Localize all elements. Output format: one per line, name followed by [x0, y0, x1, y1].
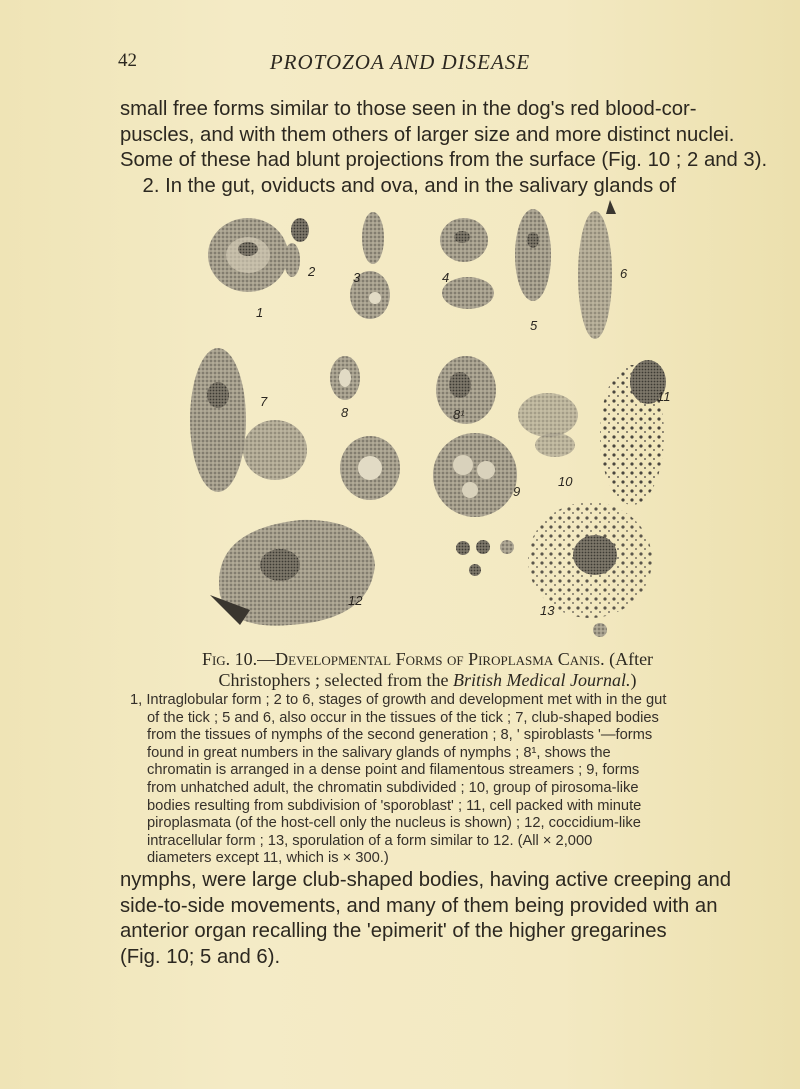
- legend-line: from the tissues of nymphs of the second generation ; 8, ' spiroblasts '—forms: [147, 727, 653, 744]
- form-2-cell: [284, 218, 309, 277]
- legend-line: 1, Intraglobular form ; 2 to 6, stages of growth and development met with in the gut: [130, 692, 667, 708]
- legend-line: of the tick ; 5 and 6, also occur in the tissues of the tick ; 7, club-shaped bodies: [147, 709, 659, 726]
- fig-label-8-1: 8¹: [453, 407, 465, 422]
- top-paragraph: [120, 97, 768, 199]
- caption-journal: British Medical Journal.: [452, 670, 631, 690]
- fig-label-11: 11: [657, 389, 670, 404]
- fig-label-7: 7: [260, 394, 268, 409]
- text-line: nymphs, were large club-shaped bodies, having active creeping and: [120, 869, 732, 891]
- fig-label-6: 6: [620, 266, 628, 281]
- bottom-paragraph: [120, 868, 735, 970]
- figure-10-illustration: [170, 200, 670, 645]
- caption-credit: Christophers ; selected from the: [218, 670, 449, 690]
- fig-label-2: 2: [308, 264, 316, 279]
- text-line: Some of these had blunt projections from the surface (Fig. 10 ; 2 and 3).: [120, 149, 768, 171]
- form-5-cell: [515, 209, 551, 301]
- legend-line: piroplasmata (of the host-cell only the nucleus is shown) ; 12, coccidium-like: [147, 815, 641, 832]
- figure-caption: [120, 649, 735, 691]
- text-line: side-to-side movements, and many of them being provided with an: [120, 894, 718, 917]
- text-line: 2. In the gut, oviducts and ova, and in the salivary glands of: [120, 174, 676, 197]
- caption-close-paren: ): [630, 670, 637, 690]
- fig-label-4: 4: [442, 270, 450, 285]
- legend-line: found in great numbers in the salivary glands of nymphs ; 8¹, shows the: [147, 744, 611, 761]
- form-8-1-cell: [436, 356, 496, 424]
- fig-label-5: 5: [530, 318, 538, 333]
- form-3-cell: [350, 212, 390, 319]
- legend-line: diameters except 11, which is × 300.): [147, 850, 389, 867]
- form-8-cell: [330, 356, 400, 500]
- legend-line: from unhatched adult, the chromatin subdivided ; 10, group of pirosoma-like: [147, 779, 639, 796]
- form-12-cell: [210, 520, 375, 626]
- text-line: small free forms similar to those seen in the dog's red blood-cor-: [120, 98, 697, 120]
- form-9-cell: [433, 433, 517, 517]
- fig-label-10: 10: [558, 474, 573, 489]
- fig-label-9: 9: [513, 484, 521, 499]
- fig-label-1: 1: [256, 305, 264, 320]
- form-7-cell: [190, 348, 307, 492]
- form-10-cell: [518, 393, 578, 457]
- form-4-cell: [440, 218, 494, 309]
- fig-label-8: 8: [341, 405, 349, 420]
- form-1-cell: [208, 218, 288, 292]
- legend-line: intracellular form ; 13, sporulation of a form similar to 12. (All × 2,000: [147, 832, 593, 849]
- form-11-cell: [600, 360, 666, 505]
- fig-label-12: 12: [348, 593, 363, 608]
- page-header: [0, 50, 800, 80]
- form-6-cell: [578, 200, 616, 339]
- legend-line: chromatin is arranged in a dense point and filamentous streamers ; 9, forms: [147, 762, 640, 779]
- fig-label-3: 3: [353, 270, 361, 285]
- caption-heading: Fig. 10.—Developmental Forms of Piroplasma Canis.: [201, 649, 605, 669]
- figure-legend: [130, 692, 738, 868]
- text-line: anterior organ recalling the 'epimerit' of the higher gregarines: [120, 920, 667, 942]
- caption-after: (After: [609, 649, 654, 669]
- running-title: PROTOZOA AND DISEASE: [269, 50, 531, 74]
- text-line: (Fig. 10; 5 and 6).: [120, 945, 281, 968]
- legend-line: bodies resulting from subdivision of 'sporoblast' ; 11, cell packed with minute: [147, 797, 642, 814]
- page-number: 42: [118, 50, 137, 71]
- fig-label-13: 13: [540, 603, 555, 618]
- text-line: puscles, and with them others of larger size and more distinct nuclei.: [120, 123, 735, 146]
